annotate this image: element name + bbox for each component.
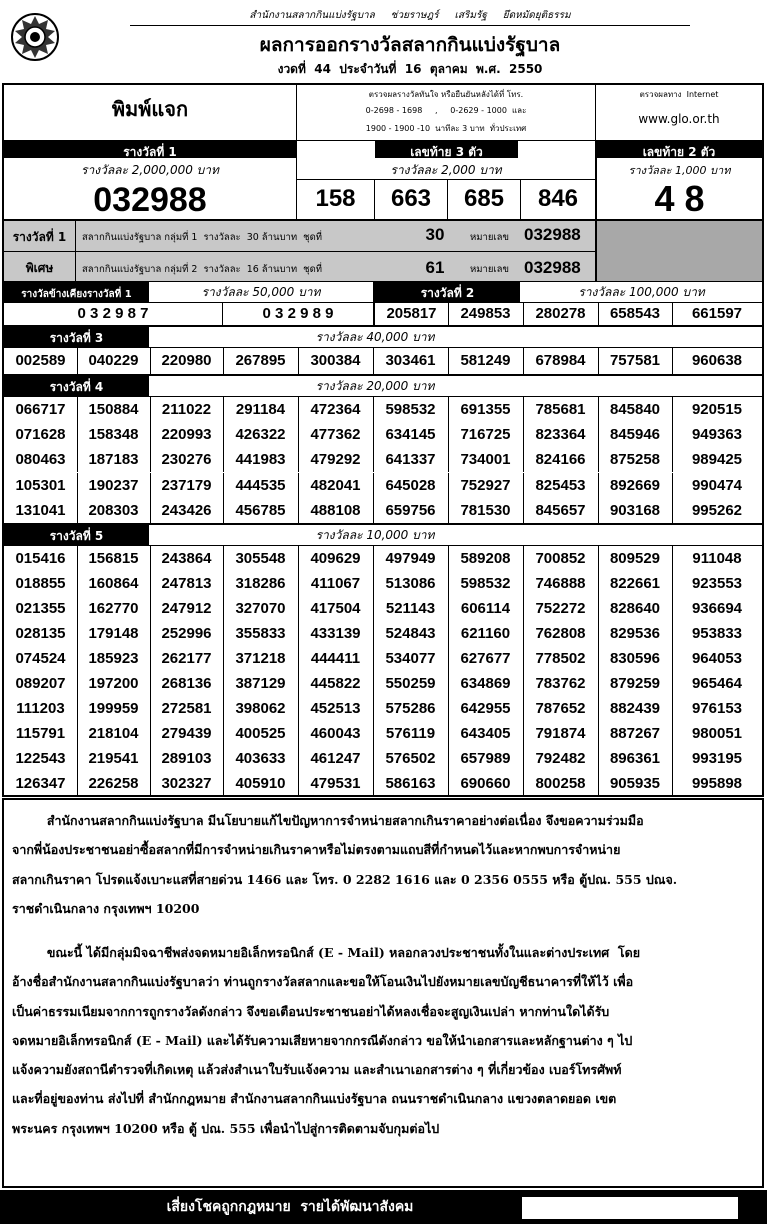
fifth-prize-number: 752272	[535, 600, 586, 617]
notice-line: ราชดำเนินกลาง กรุงเทพฯ 10200	[12, 900, 200, 916]
fourth-prize-number: 825453	[535, 476, 586, 494]
third-prize-label: รางวัลที่ 3	[49, 331, 104, 345]
fifth-prize-number: 905935	[609, 775, 661, 792]
third-prize-number: 267895	[235, 352, 286, 369]
notice-line: จดหมายอิเล็กทรอนิกส์ (E - Mail) และได้รับความเสียหายจากกรณีดังกล่าว ขอให้นำเอกสารและหลักฐานต่าง ๆ ไป	[12, 1032, 633, 1048]
notice-line: อ้างชื่อสำนักงานสลากกินแบ่งรัฐบาลว่า ท่านถูกรางวัลสลากและขอให้โอนเงินไปยังหมายเลขบัญชีธนาคารที่ให้ไว้ เพื่อ	[12, 974, 634, 990]
fifth-prize-number: 879259	[609, 675, 661, 692]
fifth-prize-number: 074524	[15, 650, 66, 667]
fifth-prize-number: 634869	[460, 675, 511, 692]
fourth-prize-number: 472364	[310, 401, 361, 418]
fourth-prize-number: 208303	[88, 501, 139, 519]
fifth-prize-number: 642955	[460, 700, 511, 717]
fourth-prize-number: 426322	[235, 426, 286, 444]
fourth-prize-number: 479292	[310, 451, 361, 469]
misprint-label: พิมพ์แจก	[111, 97, 189, 121]
fifth-prize-number: 218104	[88, 725, 139, 742]
last3-number-3: 685	[463, 185, 505, 212]
special-set-1: 30	[425, 225, 445, 244]
header-top-line: สำนักงานสลากกินแบ่งรัฐบาล ช่วยราษฎร์ เสริมรัฐ ยึดหมัดยุติธรรม	[249, 10, 571, 21]
fourth-prize-number: 824166	[535, 451, 586, 469]
notice-line: จากพี่น้องประชาชนอย่าซื้อสลากที่มีการจำหน่ายเกินราคาหรือไม่ตรงตามแถบสีที่กำหนดไว้และหากพบการจำหน่าย	[12, 842, 621, 858]
fourth-prize-number: 158348	[88, 426, 139, 444]
notice-line: สลากเกินราคา โปรดแจ้งเบาะแสที่สายด่วน 1466 และ โทร. 0 2282 1616 และ 0 2356 0555 หรือ ตู้ปณ. 555 ปณจ.	[12, 871, 678, 887]
fourth-prize-number: 220993	[161, 426, 212, 444]
fourth-prize-number: 187183	[88, 451, 139, 469]
glo-logo	[10, 12, 60, 62]
fifth-prize-number: 953833	[691, 625, 743, 642]
fifth-prize-number: 534077	[385, 650, 436, 667]
fourth-prize-number: 105301	[15, 476, 66, 494]
fifth-prize-number: 792482	[535, 750, 586, 767]
fifth-prize-number: 122543	[15, 750, 66, 767]
fifth-prize-number: 156815	[88, 550, 139, 567]
fifth-prize-number: 980051	[691, 725, 743, 742]
near-first-number-2: 0 3 2 9 8 9	[262, 305, 334, 322]
third-prize-number: 960638	[691, 352, 743, 369]
fifth-prize-number: 830596	[609, 650, 661, 667]
fifth-prize-number: 809529	[609, 550, 661, 567]
special-label-1: รางวัลที่ 1	[12, 230, 67, 244]
fifth-prize-number: 018855	[15, 575, 66, 592]
fifth-prize-number: 550259	[385, 675, 436, 692]
fifth-prize-number: 409629	[310, 550, 361, 567]
fifth-prize-number: 575286	[385, 700, 436, 717]
fifth-prize-number: 126347	[15, 775, 66, 792]
near-first-number-1: 0 3 2 9 8 7	[77, 305, 149, 322]
fourth-prize-number: 995262	[691, 501, 743, 519]
third-prize-number: 300384	[310, 352, 361, 369]
fourth-prize-number: 150884	[88, 401, 139, 418]
fifth-prize-number: 302327	[161, 775, 212, 792]
special-desc-1: สลากกินแบ่งรัฐบาล กลุ่มที่ 1 รางวัลละ 30 ล้านบาท ชุดที่	[82, 232, 322, 243]
fifth-prize-number: 279439	[161, 725, 212, 742]
fifth-prize-number: 243864	[161, 550, 212, 567]
fifth-prize-number: 371218	[235, 650, 286, 667]
special-number-2: 032988	[524, 258, 581, 277]
fifth-prize-number: 272581	[161, 700, 212, 717]
special-desc-2: สลากกินแบ่งรัฐบาล กลุ่มที่ 2 รางวัลละ 16 ล้านบาท ชุดที่	[82, 264, 322, 275]
fifth-prize-number: 262177	[161, 650, 212, 667]
fifth-prize-number: 355833	[235, 625, 286, 642]
third-prize-number: 002589	[15, 352, 66, 369]
fifth-prize-number: 405910	[235, 775, 286, 792]
fifth-prize-number: 461247	[310, 750, 361, 767]
fifth-prize-number: 965464	[691, 675, 743, 692]
fourth-prize-number: 645028	[385, 476, 436, 494]
special-label-2: พิเศษ	[25, 261, 54, 275]
fourth-prize-number: 441983	[235, 451, 286, 469]
notice-line: สำนักงานสลากกินแบ่งรัฐบาล มีนโยบายแก้ไขปัญหาการจำหน่ายสลากเกินราคาอย่างต่อเนื่อง จึงขอความร่วมมือ	[12, 813, 644, 828]
second-prize-number: 249853	[460, 305, 511, 322]
last3-number-4: 846	[537, 185, 579, 212]
fifth-prize-number: 513086	[385, 575, 436, 592]
fifth-prize-number: 115791	[15, 725, 66, 742]
fourth-prize-number: 691355	[460, 401, 511, 418]
fifth-prize-number: 433139	[310, 625, 361, 642]
fourth-prize-number: 477362	[310, 426, 361, 444]
fourth-prize-number: 444535	[235, 476, 286, 494]
third-prize-number: 581249	[460, 352, 511, 369]
fifth-prize-number: 268136	[161, 675, 212, 692]
website-link[interactable]: www.glo.or.th	[638, 112, 720, 126]
fifth-prize-number: 690660	[460, 775, 511, 792]
special-number-label-2: หมายเลข	[470, 264, 509, 275]
notice-line: เป็นค่าธรรมเนียมจากการถูกรางวัลดังกล่าว จึงขอเตือนประชาชนอย่าได้หลงเชื่อจะสูญเงินเปล่า หากท่านใดได้รับ	[12, 1003, 610, 1019]
fifth-prize-number: 524843	[385, 625, 436, 642]
fourth-prize-number: 230276	[161, 451, 212, 469]
fourth-prize-number: 634145	[385, 426, 436, 444]
last3-number-1: 158	[315, 185, 356, 212]
notice-line: และที่อยู่ของท่าน ส่งไปที่ สำนักกฎหมาย สำนักงานสลากกินแบ่งรัฐบาล ถนนราชดำเนินกลาง แขวงตลาดยอด เขต	[12, 1091, 617, 1107]
fifth-prize-number: 606114	[460, 600, 511, 617]
fifth-prize-number: 162770	[88, 600, 139, 617]
fourth-prize-number: 598532	[385, 401, 436, 418]
special-set-2: 61	[425, 258, 445, 277]
fifth-prize-number: 627677	[460, 650, 511, 667]
last3-number-2: 663	[390, 185, 432, 212]
second-prize-number: 658543	[609, 305, 661, 322]
check-line-2: 0-2698 - 1698 , 0-2629 - 1000 และ	[365, 106, 527, 115]
notice-paragraph-1	[12, 806, 756, 923]
fifth-prize-number: 995898	[691, 775, 743, 792]
last2-number: 4 8	[654, 178, 705, 219]
fifth-prize-number: 111203	[16, 700, 65, 717]
fourth-prize-number: 734001	[460, 451, 511, 469]
fifth-prize-number: 460043	[310, 725, 361, 742]
fifth-prize-number: 762808	[535, 625, 586, 642]
fifth-prize-number: 247912	[161, 600, 212, 617]
fifth-prize-number: 252996	[161, 625, 212, 642]
fifth-prize-number: 700852	[535, 550, 586, 567]
near-first-amount: รางวัลละ 50,000 บาท	[201, 285, 321, 299]
fifth-prize-number: 219541	[88, 750, 139, 767]
fifth-prize-number: 305548	[235, 550, 286, 567]
fifth-prize-number: 993195	[691, 750, 743, 767]
check-line-3: 1900 - 1900 -10 นาทีละ 3 บาท ทั่วประเทศ	[365, 124, 527, 133]
second-prize-number: 661597	[691, 305, 743, 322]
fifth-prize-number: 400525	[235, 725, 286, 742]
fifth-prize-number: 028135	[15, 625, 66, 642]
fourth-prize-number: 781530	[460, 501, 511, 519]
notice-line: ขณะนี้ ได้มีกลุ่มมิจฉาชีพส่งจดหมายอิเล็กทรอนิกส์ (E - Mail) หลอกลวงประชาชนทั้งในและต่างประเทศ โดย	[12, 945, 641, 960]
fifth-prize-number: 497949	[385, 550, 436, 567]
first-prize-amount: รางวัลละ 2,000,000 บาท	[81, 163, 219, 177]
fifth-prize-number: 417504	[310, 600, 361, 617]
fifth-prize-number: 403633	[235, 750, 286, 767]
third-prize-amount: รางวัลละ 40,000 บาท	[315, 330, 435, 344]
fifth-prize-number: 828640	[609, 600, 661, 617]
fifth-prize-number: 411067	[310, 575, 361, 592]
fourth-prize-number: 243426	[161, 501, 212, 519]
fifth-prize-number: 783762	[535, 675, 586, 692]
second-prize-label: รางวัลที่ 2	[420, 286, 475, 300]
fifth-prize-number: 021355	[15, 600, 66, 617]
notice-line: พระนคร กรุงเทพฯ 10200 หรือ ตู้ ปณ. 555 เพื่อนำไปสู่การติดตามจับกุมต่อไป	[12, 1120, 440, 1136]
page-title: ผลการออกรางวัลสลากกินแบ่งรัฐบาล	[259, 34, 561, 56]
fifth-prize-number: 289103	[161, 750, 212, 767]
fourth-prize-number: 190237	[88, 476, 139, 494]
first-prize-number: 032988	[93, 181, 207, 219]
fourth-prize-number: 875258	[609, 451, 661, 469]
fifth-prize-number: 598532	[460, 575, 511, 592]
fifth-prize-number: 976153	[691, 700, 743, 717]
fourth-prize-number: 752927	[460, 476, 511, 494]
fifth-prize-number: 327070	[235, 600, 286, 617]
fourth-prize-number: 456785	[235, 501, 286, 519]
fifth-prize-number: 197200	[88, 675, 139, 692]
fourth-prize-number: 892669	[609, 476, 661, 494]
notice-paragraph-2	[12, 938, 756, 1143]
third-prize-number: 220980	[161, 352, 212, 369]
fifth-prize-number: 787652	[535, 700, 586, 717]
third-prize-number: 040229	[88, 352, 139, 369]
fifth-prize-number: 791874	[535, 725, 586, 742]
fourth-prize-number: 211022	[161, 401, 212, 418]
fifth-prize-number: 226258	[88, 775, 139, 792]
second-prize-amount: รางวัลละ 100,000 บาท	[578, 285, 705, 299]
notice-line: แจ้งความยังสถานีตำรวจที่เกิดเหตุ แล้วส่งสำเนาใบรับแจ้งความ และสำเนาเอกสารต่าง ๆ ที่เกี่ยวข้อง เบอร์โทรศัพท์	[12, 1062, 622, 1078]
fifth-prize-number: 015416	[15, 550, 66, 567]
fifth-prize-number: 521143	[385, 600, 436, 617]
fifth-prize-number: 822661	[609, 575, 661, 592]
last2-label: เลขท้าย 2 ตัว	[642, 145, 716, 159]
second-prize-number: 205817	[386, 305, 437, 322]
first-prize-label: รางวัลที่ 1	[123, 145, 177, 159]
fifth-prize-number: 643405	[460, 725, 511, 742]
fourth-prize-number: 488108	[310, 501, 361, 519]
fourth-prize-number: 989425	[691, 451, 743, 469]
special-number-1: 032988	[524, 225, 581, 244]
internet-label: ตรวจผลทาง Internet	[639, 90, 719, 99]
fifth-prize-number: 964053	[691, 650, 743, 667]
fifth-prize-number: 452513	[310, 700, 361, 717]
fifth-prize-number: 923553	[691, 575, 743, 592]
fifth-prize-label: รางวัลที่ 5	[49, 529, 104, 543]
fifth-prize-number: 621160	[460, 625, 511, 642]
fourth-prize-number: 845657	[535, 501, 586, 519]
fifth-prize-number: 778502	[535, 650, 586, 667]
fourth-prize-number: 949363	[691, 426, 743, 444]
fifth-prize-number: 185923	[88, 650, 139, 667]
fourth-prize-amount: รางวัลละ 20,000 บาท	[315, 379, 435, 393]
last3-amount: รางวัลละ 2,000 บาท	[390, 163, 502, 177]
last2-amount: รางวัลละ 1,000 บาท	[628, 164, 731, 177]
fourth-prize-number: 482041	[310, 476, 361, 494]
special-number-label-1: หมายเลข	[470, 232, 509, 243]
fifth-prize-number: 444411	[310, 650, 361, 667]
fifth-prize-number: 911048	[692, 550, 742, 567]
fifth-prize-number: 387129	[235, 675, 286, 692]
footer-blank-box	[522, 1197, 738, 1219]
fourth-prize-number: 716725	[460, 426, 511, 444]
fifth-prize-number: 896361	[609, 750, 661, 767]
fifth-prize-number: 829536	[609, 625, 661, 642]
third-prize-number: 678984	[535, 352, 586, 369]
fourth-prize-number: 845840	[609, 401, 661, 418]
fourth-prize-number: 920515	[691, 401, 743, 418]
fifth-prize-number: 800258	[535, 775, 586, 792]
fourth-prize-number: 071628	[15, 426, 66, 444]
fourth-prize-number: 845946	[609, 426, 661, 444]
fifth-prize-number: 586163	[385, 775, 436, 792]
fifth-prize-number: 746888	[535, 575, 586, 592]
check-line-1: ตรวจผลรางวัลทันใจ หรือยืนยันหลังได้ที่ โทร.	[368, 90, 524, 99]
fifth-prize-number: 445822	[310, 675, 361, 692]
near-first-label: รางวัลข้างเคียงรางวัลที่ 1	[21, 289, 132, 300]
fifth-prize-number: 479531	[310, 775, 361, 792]
fourth-prize-number: 659756	[385, 501, 436, 519]
fifth-prize-number: 657989	[460, 750, 511, 767]
third-prize-number: 757581	[609, 352, 661, 369]
fourth-prize-label: รางวัลที่ 4	[49, 380, 104, 394]
fourth-prize-number: 785681	[535, 401, 586, 418]
fifth-prize-number: 199959	[88, 700, 139, 717]
fourth-prize-number: 066717	[15, 401, 66, 418]
fifth-prize-number: 398062	[235, 700, 286, 717]
fifth-prize-number: 576502	[385, 750, 436, 767]
fifth-prize-amount: รางวัลละ 10,000 บาท	[315, 528, 435, 542]
fourth-prize-number: 131041	[15, 501, 66, 519]
fourth-prize-number: 823364	[535, 426, 586, 444]
fourth-prize-number: 990474	[691, 476, 743, 494]
fourth-prize-number: 641337	[385, 451, 436, 469]
last3-label: เลขท้าย 3 ตัว	[410, 145, 483, 159]
fourth-prize-number: 291184	[235, 401, 286, 418]
fourth-prize-number: 237179	[161, 476, 212, 494]
fifth-prize-number: 936694	[691, 600, 743, 617]
fifth-prize-number: 882439	[609, 700, 661, 717]
fifth-prize-number: 089207	[15, 675, 66, 692]
fourth-prize-number: 080463	[15, 451, 66, 469]
draw-date: งวดที่ 44 ประจำวันที่ 16 ตุลาคม พ.ศ. 2550	[277, 62, 543, 76]
fifth-prize-number: 887267	[609, 725, 661, 742]
fifth-prize-number: 576119	[385, 725, 436, 742]
fifth-prize-number: 318286	[235, 575, 286, 592]
fifth-prize-number: 160864	[88, 575, 139, 592]
footer-slogan: เสี่ยงโชคถูกกฎหมาย รายได้พัฒนาสังคม	[166, 1199, 414, 1215]
fifth-prize-number: 589208	[460, 550, 511, 567]
fourth-prize-number: 903168	[609, 501, 661, 519]
second-prize-number: 280278	[535, 305, 586, 322]
fifth-prize-number: 179148	[88, 625, 139, 642]
fifth-prize-number: 247813	[161, 575, 212, 592]
third-prize-number: 303461	[385, 352, 436, 369]
